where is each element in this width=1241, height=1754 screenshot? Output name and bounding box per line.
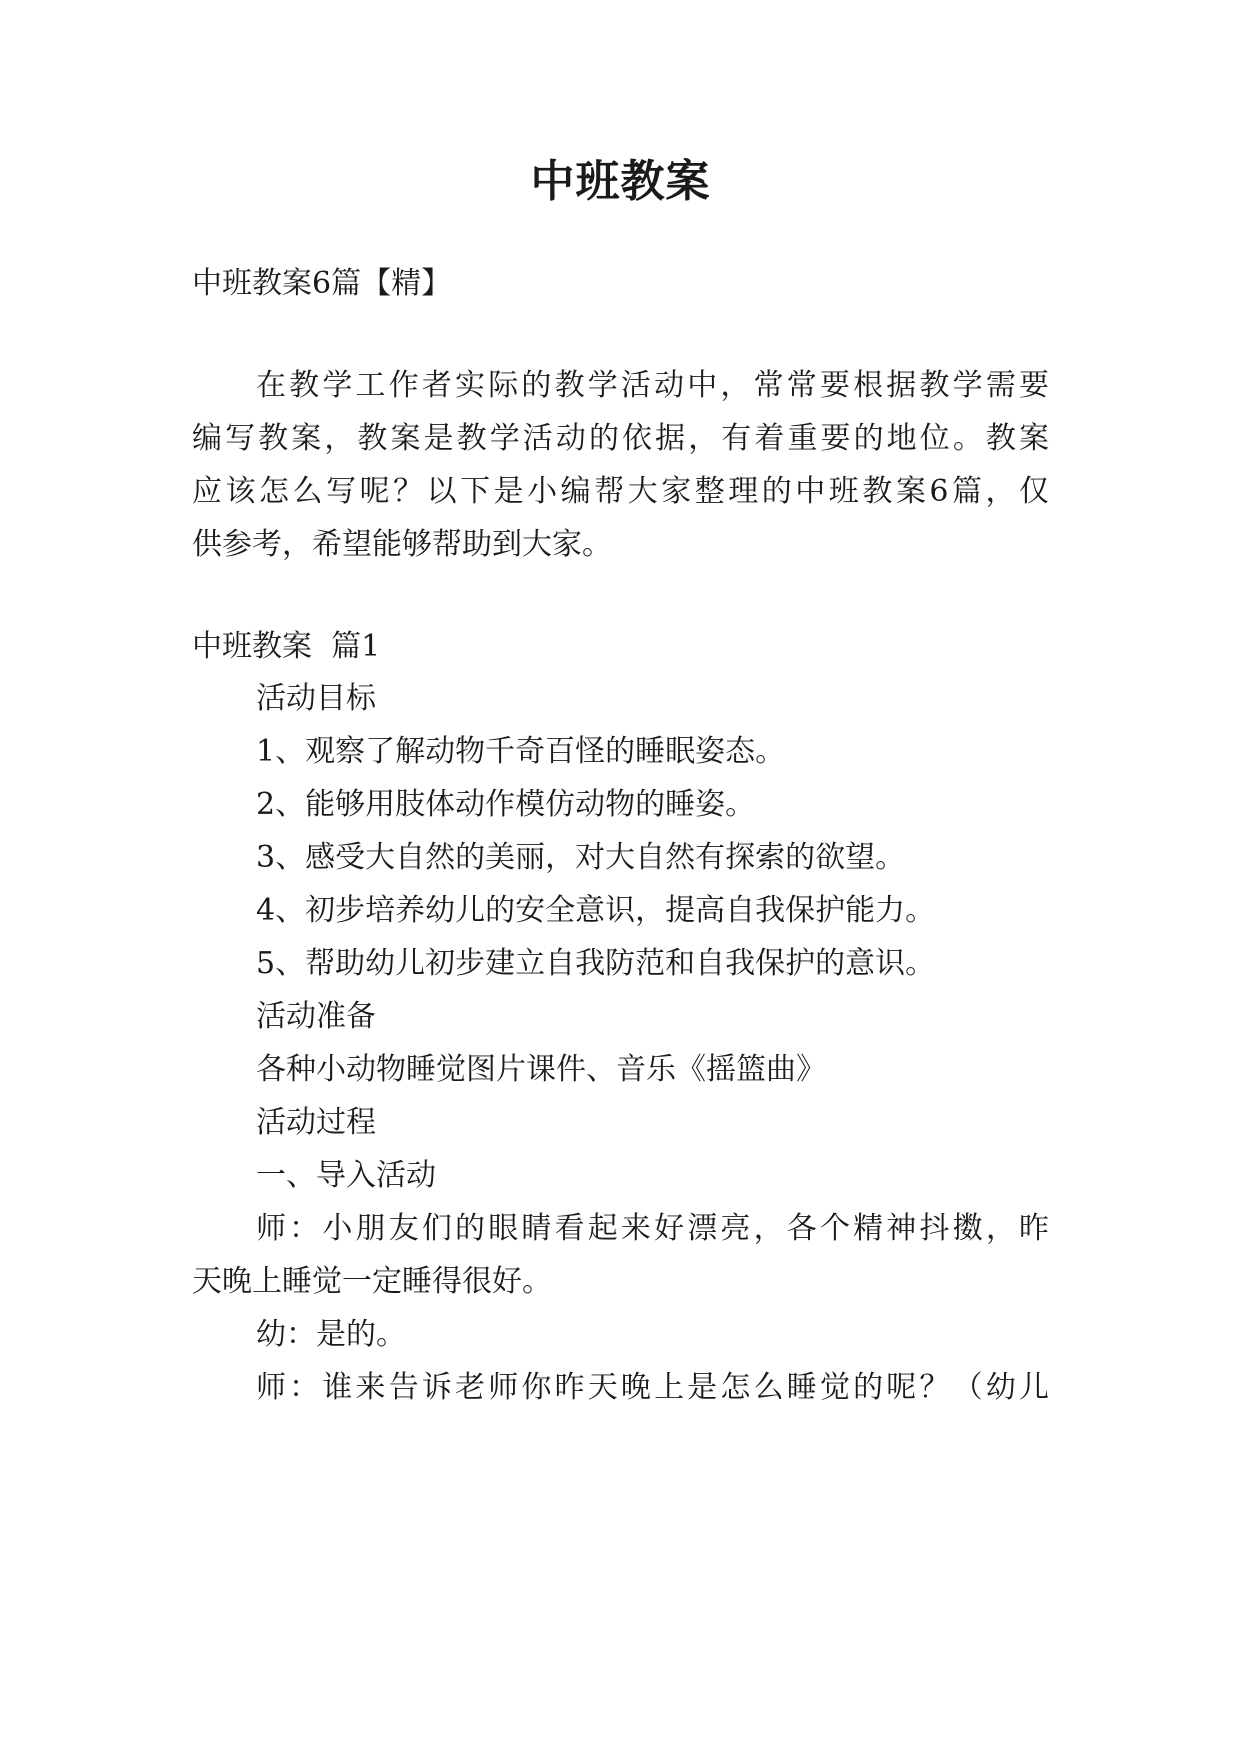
dialogue-line: 幼：是的。 <box>256 1317 406 1352</box>
goal-item: 4、初步培养幼儿的安全意识，提高自我保护能力。 <box>256 893 936 928</box>
intro-line-2: 编写教案，教案是教学活动的依据，有着重要的地位。教案 <box>192 421 1049 456</box>
prep-text: 各种小动物睡觉图片课件、音乐《摇篮曲》 <box>256 1052 826 1087</box>
intro-line-4: 供参考，希望能够帮助到大家。 <box>192 527 612 562</box>
section-heading: 中班教案 篇1 <box>192 629 381 664</box>
document-subtitle: 中班教案6篇【精】 <box>192 266 452 301</box>
goal-item: 5、帮助幼儿初步建立自我防范和自我保护的意识。 <box>256 946 936 981</box>
goal-item: 1、观察了解动物千奇百怪的睡眠姿态。 <box>256 734 786 769</box>
goal-item: 3、感受大自然的美丽，对大自然有探索的欲望。 <box>256 840 906 875</box>
intro-line-1: 在教学工作者实际的教学活动中，常常要根据教学需要 <box>256 368 1049 403</box>
dialogue-line: 天晚上睡觉一定睡得很好。 <box>192 1264 552 1299</box>
dialogue-line: 师：谁来告诉老师你昨天晚上是怎么睡觉的呢？（幼儿 <box>256 1370 1049 1405</box>
step-heading: 一、导入活动 <box>256 1158 436 1193</box>
intro-line-3: 应该怎么写呢？以下是小编帮大家整理的中班教案6篇，仅 <box>192 474 1049 509</box>
dialogue-line: 师：小朋友们的眼睛看起来好漂亮，各个精神抖擞，昨 <box>256 1211 1049 1246</box>
document-title: 中班教案 <box>530 156 711 207</box>
process-heading: 活动过程 <box>256 1105 376 1140</box>
goals-heading: 活动目标 <box>256 681 376 716</box>
goal-item: 2、能够用肢体动作模仿动物的睡姿。 <box>256 787 756 822</box>
prep-heading: 活动准备 <box>256 999 376 1034</box>
